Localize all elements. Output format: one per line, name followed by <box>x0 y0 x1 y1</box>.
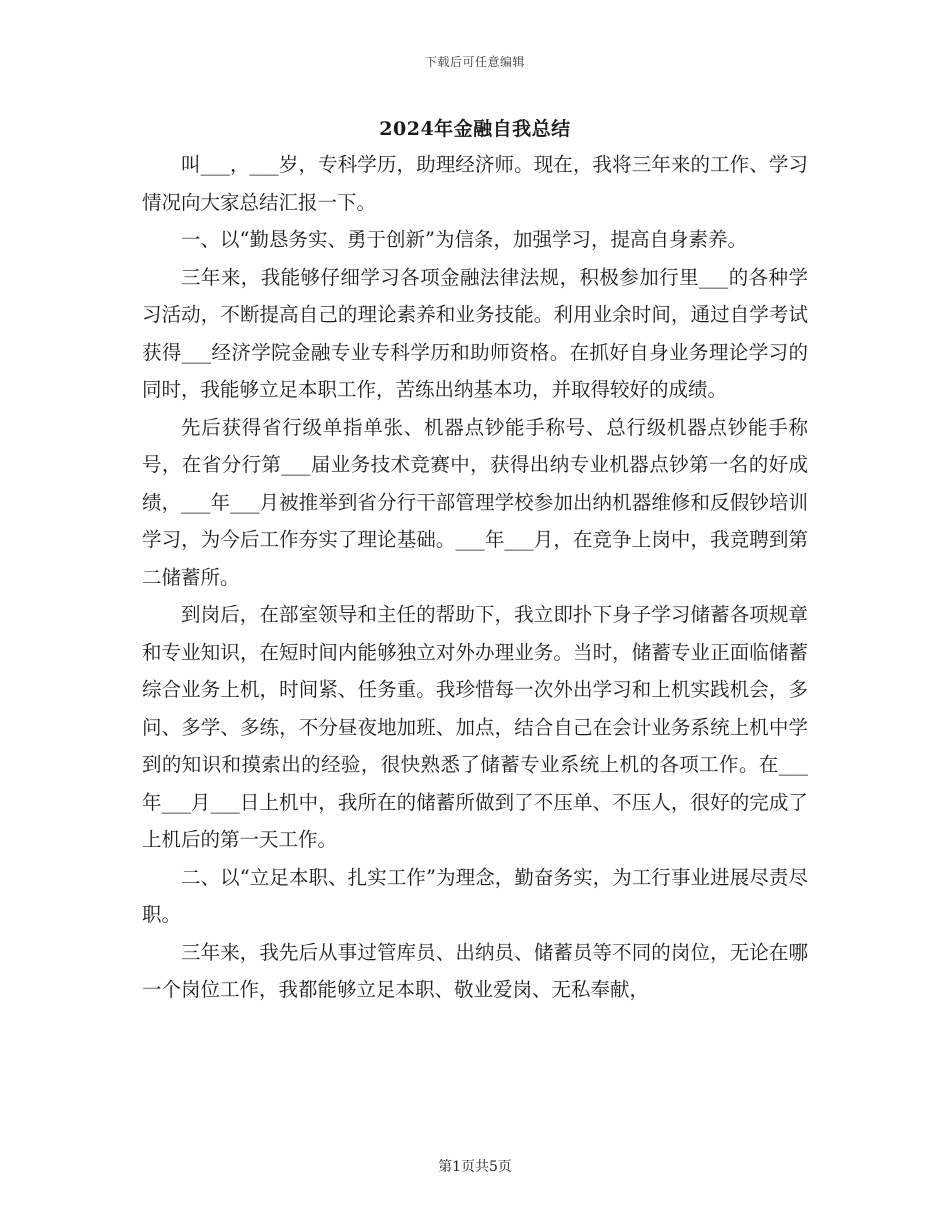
paragraph: 一、以“勤恳务实、勇于创新”为信条，加强学习，提高自身素养。 <box>181 228 747 251</box>
paragraph: 叫___，___岁，专科学历，助理经济师。现在，我将三年来的工作、学习情况向大家总结汇报一下。 <box>142 153 808 214</box>
page-header: 下载后可任意编辑 <box>424 55 525 69</box>
paragraph: 先后获得省行级单指单张、机器点钞能手称号、总行级机器点钞能手称号，在省分行第___届业务技术竞赛中，获得出纳专业机器点钞第一名的好成绩，___年___月被推举到省分行干部管理学校参加出纳机器维修和反假钞培训学习，为今后工作夯实了理论基础。___年___月，在竞争上岗中，我竞聘到第二储蓄所。 <box>142 415 808 589</box>
document-title: 2024年金融自我总结 <box>379 118 571 140</box>
paragraph: 三年来，我先后从事过管库员、出纳员、储蓄员等不同的岗位，无论在哪一个岗位工作，我都能够立足本职、敬业爱岗、无私奉献， <box>142 940 808 1001</box>
page-footer: 第1页共5页 <box>438 1159 512 1175</box>
document-body <box>142 146 808 1009</box>
paragraph: 到岗后，在部室领导和主任的帮助下，我立即扑下身子学习储蓄各项规章和专业知识，在短时间内能够独立对外办理业务。当时，储蓄专业正面临储蓄综合业务上机，时间紧、任务重。我珍惜每一次外出学习和上机实践机会，多问、多学、多练，不分昼夜地加班、加点，结合自己在会计业务系统上机中学到的知识和摸索出的经验，很快熟悉了储蓄专业系统上机的各项工作。在___年___月___日上机中，我所在的储蓄所做到了不压单、不压人，很好的完成了上机后的第一天工作。 <box>142 603 808 851</box>
paragraph: 三年来，我能够仔细学习各项金融法律法规，积极参加行里___的各种学习活动，不断提高自己的理论素养和业务技能。利用业余时间，通过自学考试获得___经济学院金融专业专科学历和助师资格。在抓好自身业务理论学习的同时，我能够立足本职工作，苦练出纳基本功，并取得较好的成绩。 <box>142 265 808 401</box>
paragraph: 二、以“立足本职、扎实工作”为理念，勤奋务实，为工行事业进展尽责尽职。 <box>142 865 808 926</box>
